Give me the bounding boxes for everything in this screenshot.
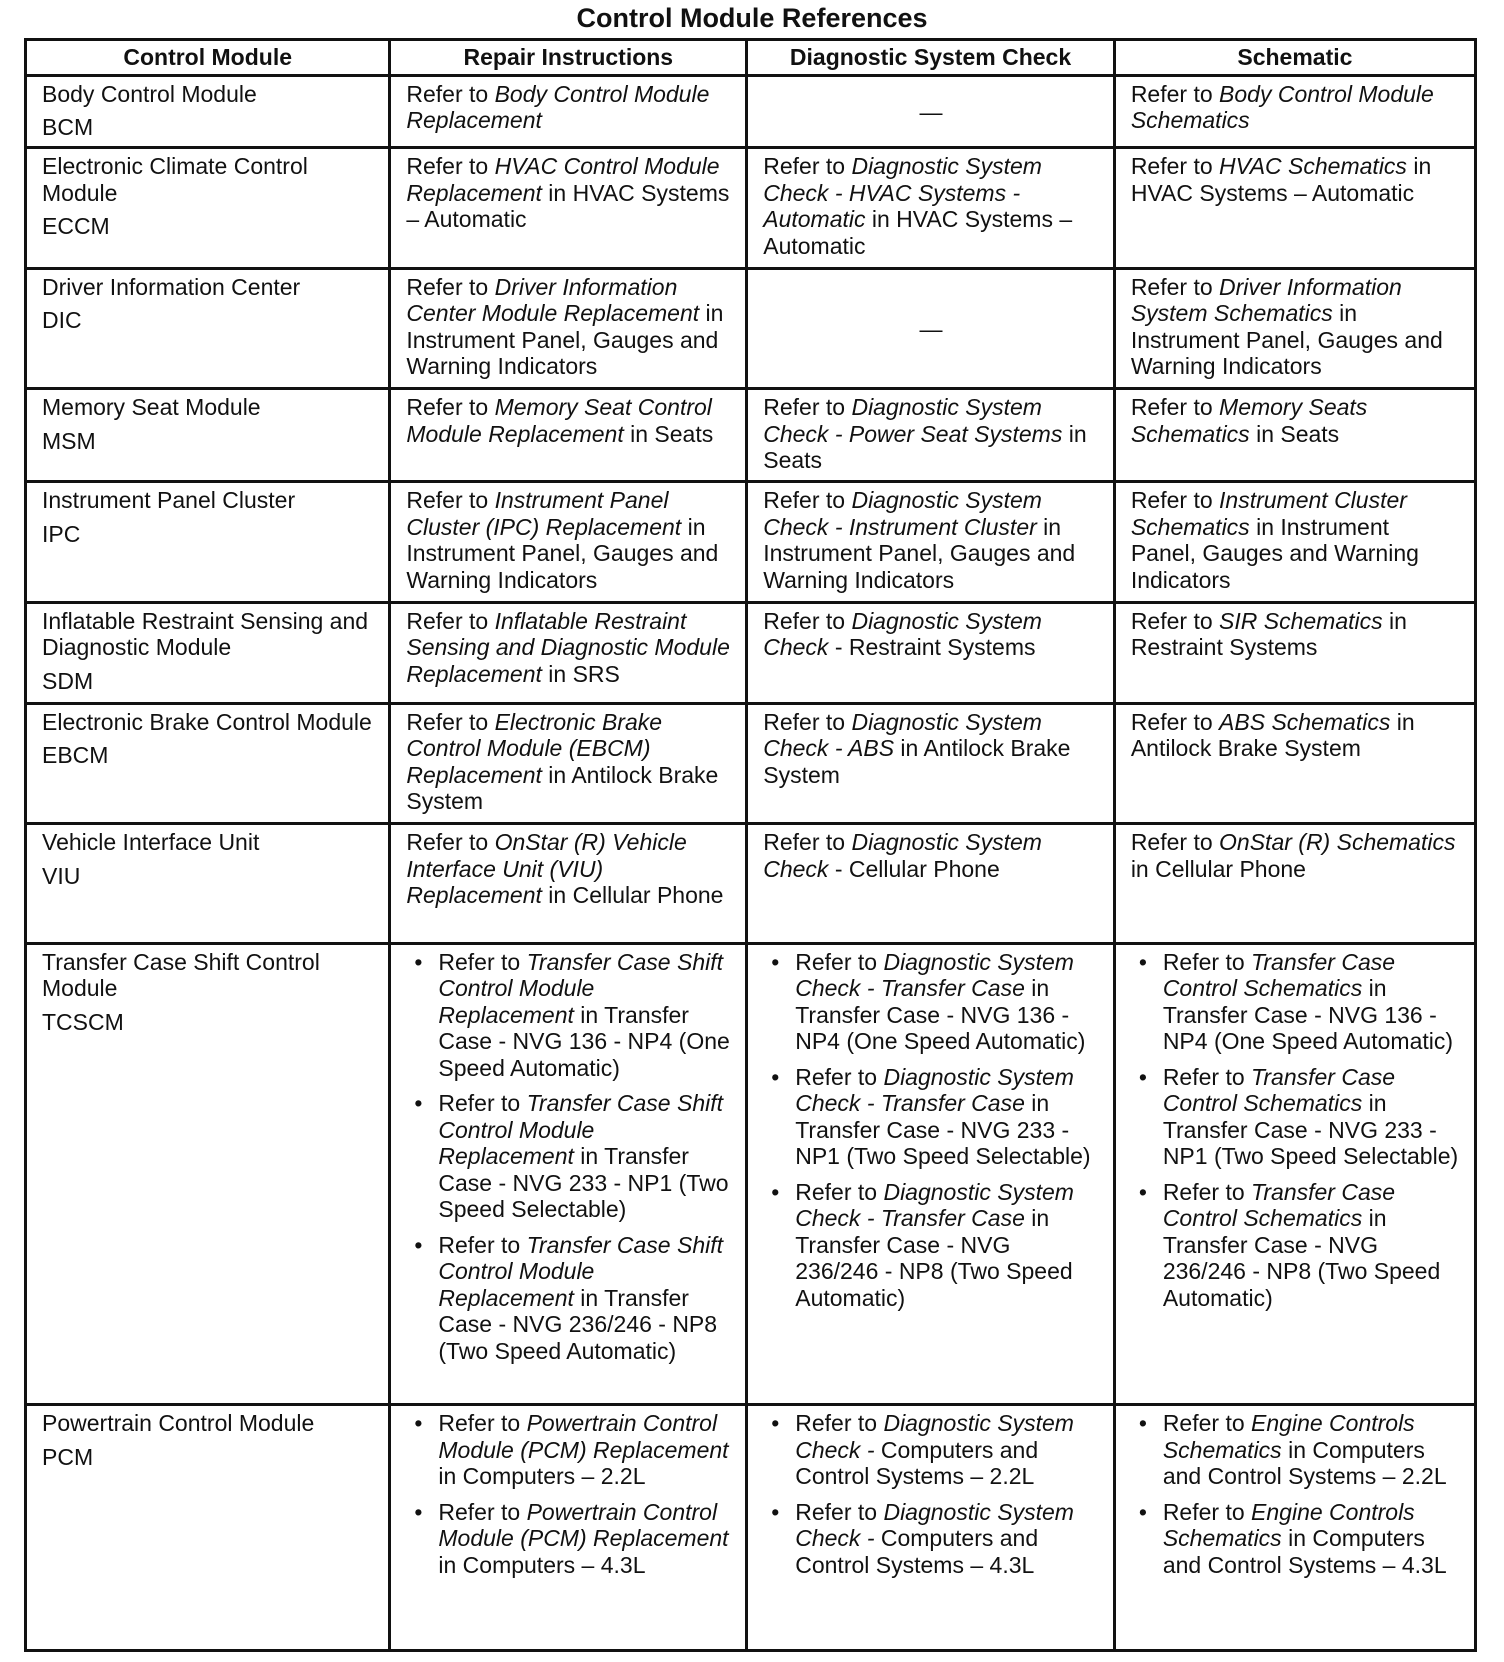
empty-dash: — [919,99,943,126]
repair-cell [390,703,747,824]
bullet-list [1131,1410,1460,1578]
text-post: in Seats [623,420,714,447]
module-cell [26,75,390,147]
text-pre: Refer to [406,607,495,634]
list-item [795,1179,1099,1312]
text-post: in Transfer Case - NVG 236/246 - NP8 (Two Speed Automatic) [795,1205,1073,1311]
text-pre: Refer to [763,487,852,514]
module-name: Body Control Module [42,80,257,107]
text-italic: Diagnostic System Check - [795,1498,1074,1552]
table-row [26,75,1476,147]
text-pre: Refer to [438,1090,527,1117]
text-italic: HVAC Control Module Replacement [406,153,720,206]
text-post: in HVAC Systems – Automatic [406,179,730,233]
module-name: Vehicle Interface Unit [42,829,260,856]
text-pre: Refer to [795,1063,884,1090]
schematic-cell [1114,1405,1475,1651]
module-name: Powertrain Control Module [42,1410,315,1437]
bullet-list [763,949,1099,1312]
text-italic: Inflatable Restraint Sensing and Diagnostic Module Replacement [406,607,730,687]
diag-cell [747,75,1115,147]
text-italic: Transfer Case Shift Control Module Replacement [438,948,724,1028]
module-cell [26,148,390,269]
text-pre: Refer to [438,948,527,975]
text-italic: Transfer Case Control Schematics [1162,1063,1396,1117]
diag-cell [747,389,1115,482]
module-cell [26,1405,390,1651]
text-pre: Refer to [1130,153,1220,180]
module-name: Instrument Panel Cluster [42,487,296,514]
schematic-cell [1114,268,1475,389]
text-post: Computers and Control Systems – 2.2L [795,1436,1039,1490]
module-abbr: IPC [42,520,81,547]
text-pre: Refer to [1130,487,1220,514]
text-post: in Antilock Brake System [1130,708,1415,762]
text-pre: Refer to [1162,948,1252,975]
text-pre: Refer to [795,1498,884,1525]
text-italic: Transfer Case Shift Control Module Replacement [438,1231,724,1311]
text-post: in Seats [763,420,1087,474]
list-item [1163,1410,1460,1490]
repair-cell [390,602,747,703]
text-italic: Diagnostic System Check [763,829,1042,882]
table-row [26,602,1476,703]
text-italic: Memory Seats Schematics [1130,394,1368,447]
repair-cell [390,943,747,1405]
module-cell [26,389,390,482]
text-italic: Diagnostic System Check - Transfer Case [795,1063,1074,1117]
table-row [26,389,1476,482]
text-post: in Cellular Phone [1130,855,1306,882]
text-pre: Refer to [406,153,495,180]
text-pre: Refer to [1162,1498,1252,1525]
table-row [26,148,1476,269]
schematic-cell [1114,482,1475,603]
text-italic: Transfer Case Control Schematics [1162,948,1396,1002]
module-abbr: MSM [42,427,96,454]
text-pre: Refer to [1162,1410,1252,1437]
text-italic: Diagnostic System Check - HVAC Systems - Automatic [763,153,1042,233]
list-item [438,1232,731,1365]
text-post: in Antilock Brake System [406,761,719,815]
bullet-list [763,1410,1099,1578]
text-italic: Diagnostic System Check - Transfer Case [795,948,1074,1002]
list-item [795,1064,1099,1170]
text-pre: Refer to [795,1410,884,1437]
header-row [26,40,1476,76]
module-abbr: ECCM [42,213,110,240]
text-italic: Memory Seat Control Module Replacement [406,394,712,447]
text-pre: Refer to [763,153,852,180]
text-pre: Refer to [763,394,852,421]
header-schematic: Schematic [1114,40,1475,76]
text-italic: OnStar (R) Vehicle Interface Unit (VIU) Replacement [406,829,687,909]
module-abbr: EBCM [42,742,109,769]
module-cell [26,602,390,703]
text-pre: Refer to [406,80,495,107]
header-control-module: Control Module [26,40,390,76]
module-abbr: DIC [42,307,82,334]
text-italic: Engine Controls Schematics [1162,1410,1415,1463]
text-post: in Transfer Case - NVG 233 - NP1 (Two Speed Selectable) [795,1090,1091,1170]
text-italic: Body Control Module Replacement [406,80,710,134]
list-item [438,1499,731,1579]
module-cell [26,824,390,944]
repair-cell [390,148,747,269]
module-abbr: SDM [42,667,94,694]
table-row [26,824,1476,944]
schematic-cell [1114,824,1475,944]
text-italic: Diagnostic System Check [763,607,1042,661]
module-abbr: TCSCM [42,1008,124,1035]
list-item [1163,1179,1460,1312]
text-post: in Restraint Systems [1130,607,1407,661]
repair-cell [390,268,747,389]
repair-cell [390,824,747,944]
text-pre: Refer to [795,948,884,975]
text-post: in Transfer Case - NVG 236/246 - NP8 (Two Speed Automatic) [438,1284,718,1364]
schematic-cell [1114,602,1475,703]
text-italic: Diagnostic System Check - ABS [763,708,1042,762]
list-item [1163,1064,1460,1170]
text-post: in SRS [541,660,620,687]
module-name: Memory Seat Module [42,394,261,421]
table-row [26,268,1476,389]
text-post: in Transfer Case - NVG 233 - NP1 (Two Speed Selectable) [438,1143,729,1223]
schematic-cell [1114,75,1475,147]
list-item [438,949,731,1082]
text-post: in Computers – 4.3L [438,1551,646,1578]
text-italic: Powertrain Control Module (PCM) Replacement [438,1498,729,1552]
diag-cell [747,602,1115,703]
text-post: in Computers and Control Systems – 4.3L [1162,1525,1447,1578]
list-item [795,949,1099,1055]
text-italic: Diagnostic System Check - Power Seat Systems [763,394,1063,447]
repair-cell [390,482,747,603]
text-pre: Refer to [1162,1178,1252,1205]
text-pre: Refer to [438,1231,527,1258]
schematic-cell [1114,389,1475,482]
diag-cell [747,943,1115,1405]
text-italic: Electronic Brake Control Module (EBCM) Replacement [406,708,663,788]
repair-cell [390,1405,747,1651]
text-post: - Cellular Phone [828,855,1000,882]
text-pre: Refer to [1130,708,1220,735]
list-item [438,1090,731,1223]
text-post: in Instrument Panel, Gauges and Warning Indicators [1130,513,1419,593]
text-pre: Refer to [795,1178,884,1205]
text-post: in Transfer Case - NVG 233 - NP1 (Two Speed Selectable) [1162,1090,1459,1170]
module-name: Driver Information Center [42,273,301,300]
control-module-table [24,38,1477,1652]
text-pre: Refer to [763,708,852,735]
text-italic: Transfer Case Control Schematics [1162,1178,1396,1232]
header-repair-instructions: Repair Instructions [390,40,747,76]
text-pre: Refer to [406,273,495,300]
text-post: in Transfer Case - NVG 136 - NP4 (One Speed Automatic) [1162,975,1454,1055]
text-pre: Refer to [406,708,495,735]
repair-cell [390,389,747,482]
module-abbr: BCM [42,114,94,141]
text-italic: Instrument Cluster Schematics [1130,487,1407,540]
diag-cell [747,482,1115,603]
text-post: in Cellular Phone [541,882,724,909]
text-post: in HVAC Systems – Automatic [763,206,1073,259]
text-post: in Instrument Panel, Gauges and Warning Indicators [406,300,724,380]
text-post: in Instrument Panel, Gauges and Warning Indicators [1130,300,1443,380]
text-pre: Refer to [1130,829,1220,856]
table-row [26,482,1476,603]
text-post: in Instrument Panel, Gauges and Warning Indicators [406,513,719,593]
text-pre: Refer to [438,1410,527,1437]
text-pre: Refer to [406,394,495,421]
module-name: Inflatable Restraint Sensing and Diagnostic Module [42,607,369,661]
text-post: in Transfer Case - NVG 136 - NP4 (One Speed Automatic) [795,975,1086,1055]
diag-cell [747,703,1115,824]
diag-cell [747,1405,1115,1651]
table-row [26,1405,1476,1651]
text-pre: Refer to [763,829,852,856]
bullet-list [1131,949,1460,1312]
list-item [795,1410,1099,1490]
module-abbr: VIU [42,862,81,889]
text-post: in Instrument Panel, Gauges and Warning Indicators [763,513,1076,593]
text-post: in HVAC Systems – Automatic [1130,153,1432,206]
text-italic: Engine Controls Schematics [1162,1498,1415,1552]
text-italic: HVAC Schematics [1219,153,1407,180]
table-row [26,703,1476,824]
text-pre: Refer to [1130,607,1220,634]
text-italic: Diagnostic System Check - Transfer Case [795,1178,1074,1232]
module-name: Electronic Brake Control Module [42,708,372,735]
list-item [438,1410,731,1490]
list-item [1163,1499,1460,1579]
header-diagnostic-system-check: Diagnostic System Check [747,40,1115,76]
repair-cell [390,75,747,147]
text-post: in Antilock Brake System [763,735,1071,788]
module-cell [26,703,390,824]
empty-dash: — [919,316,943,343]
page-title: Control Module References [576,3,928,33]
text-pre: Refer to [1130,273,1220,300]
diag-cell [747,148,1115,269]
list-item [1163,949,1460,1055]
schematic-cell [1114,943,1475,1405]
module-name: Electronic Climate Control Module [42,153,308,206]
text-italic: Transfer Case Shift Control Module Replacement [438,1090,724,1170]
text-post: Computers and Control Systems – 4.3L [795,1525,1039,1578]
text-post: in Computers and Control Systems – 2.2L [1162,1436,1447,1490]
text-italic: Body Control Module Schematics [1130,80,1434,134]
text-pre: Refer to [763,607,852,634]
text-italic: Instrument Panel Cluster (IPC) Replacement [406,487,682,540]
text-italic: Driver Information System Schematics [1130,273,1402,327]
bullet-list [406,1410,731,1578]
text-pre: Refer to [1130,394,1220,421]
module-cell [26,943,390,1405]
list-item [795,1499,1099,1579]
diag-cell [747,268,1115,389]
module-name: Transfer Case Shift Control Module [42,948,320,1002]
bullet-list [406,949,731,1365]
text-italic: SIR Schematics [1219,607,1383,634]
table-row [26,943,1476,1405]
text-post: - Restraint Systems [828,634,1036,661]
text-italic: ABS Schematics [1219,708,1391,735]
schematic-cell [1114,148,1475,269]
text-pre: Refer to [406,487,495,514]
text-post: in Transfer Case - NVG 136 - NP4 (One Speed Automatic) [438,1001,730,1081]
module-cell [26,268,390,389]
module-abbr: PCM [42,1443,94,1470]
text-pre: Refer to [438,1498,527,1525]
text-italic: Powertrain Control Module (PCM) Replacement [438,1410,729,1463]
text-pre: Refer to [1130,80,1220,107]
text-post: in Transfer Case - NVG 236/246 - NP8 (Two Speed Automatic) [1162,1205,1441,1311]
text-post: in Seats [1249,420,1340,447]
text-post: in Computers – 2.2L [438,1463,646,1490]
text-italic: Diagnostic System Check - Instrument Cluster [763,487,1042,540]
module-cell [26,482,390,603]
text-italic: Driver Information Center Module Replacement [406,273,700,327]
text-pre: Refer to [406,829,495,856]
text-italic: OnStar (R) Schematics [1219,829,1456,856]
text-italic: Diagnostic System Check - [795,1410,1074,1463]
schematic-cell [1114,703,1475,824]
text-pre: Refer to [1162,1063,1252,1090]
diag-cell [747,824,1115,944]
